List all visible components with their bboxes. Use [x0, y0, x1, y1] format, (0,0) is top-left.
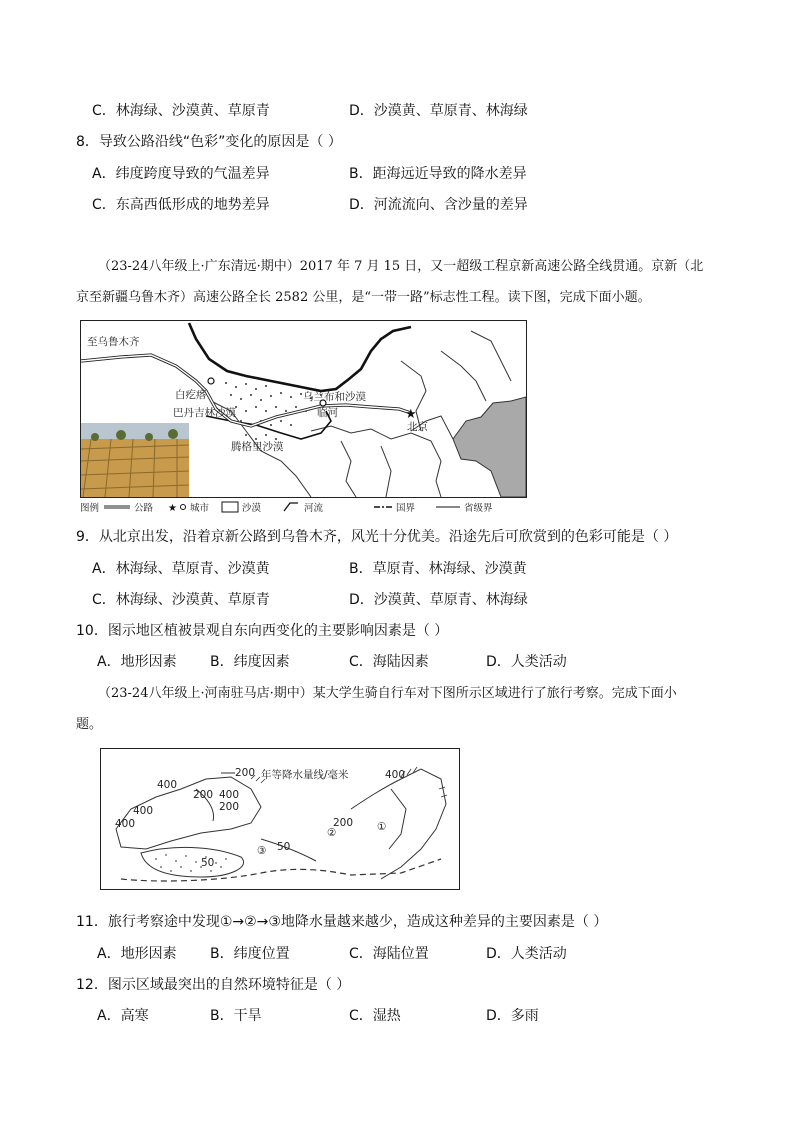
contour-label: 400	[219, 789, 240, 801]
legend-city: 城市	[190, 503, 210, 514]
svg-text:★: ★	[168, 503, 177, 514]
map1-legend	[80, 498, 525, 514]
legend-province: 省级界	[464, 503, 493, 514]
contour-label: 200	[193, 789, 214, 801]
label-badain-desert: 巴丹吉林沙漠	[173, 407, 236, 419]
legend-title: 图例	[80, 503, 100, 514]
map2-legend-value: 200	[235, 767, 256, 779]
q12-option-d: D．多雨	[486, 1008, 539, 1024]
q9-option-b: B．草原青、林海绿、沙漠黄	[349, 561, 527, 577]
q11-option-a: A．地形因素	[97, 946, 177, 962]
legend-river: 河流	[304, 503, 324, 514]
contour-label: 50	[201, 857, 215, 869]
contour-label: 200	[219, 801, 240, 813]
precipitation-map	[100, 748, 460, 890]
q12-option-c: C．湿热	[349, 1008, 401, 1024]
q7-option-d: D．沙漠黄、草原青、林海绿	[349, 103, 528, 119]
q9-option-c: C．林海绿、沙漠黄、草原青	[92, 592, 270, 608]
label-tengger-desert: 腾格里沙漠	[231, 441, 284, 453]
contour-label: 400	[133, 805, 154, 817]
q12-stem: 12．图示区域最突出的自然环境特征是（ ）	[76, 977, 351, 993]
expressway-map-drawing	[81, 321, 526, 497]
svg-text:★: ★	[405, 407, 417, 422]
q7-option-c: C．林海绿、沙漠黄、草原青	[92, 103, 270, 119]
label-baiyiju: 白疙瘩	[175, 389, 207, 401]
legend-border: 国界	[396, 503, 416, 514]
point-2-marker: ②	[327, 827, 337, 839]
q8-option-d: D．河流流向、含沙量的差异	[349, 197, 528, 213]
legend-desert: 沙漠	[242, 503, 262, 514]
q11-option-d: D．人类活动	[486, 946, 567, 962]
passage2-line1: （23-24八年级上·河南驻马店·期中）某大学生骑自行车对下图所示区域进行了旅行考察。完成下面小	[98, 686, 677, 701]
label-ulanbuh-desert: 乌兰布和沙漠	[303, 391, 366, 403]
label-linhe: 临河	[317, 407, 338, 419]
passage2-line2: 题。	[76, 717, 103, 732]
legend-road: 公路	[134, 503, 154, 514]
q9-stem: 9．从北京出发，沿着京新公路到乌鲁木齐，风光十分优美。沿途先后可欣赏到的色彩可能是（ ）	[76, 529, 678, 545]
q10-option-d: D．人类活动	[486, 654, 567, 670]
contour-label: 50	[277, 841, 291, 853]
q11-option-c: C．海陆位置	[349, 946, 429, 962]
q8-option-c: C．东高西低形成的地势差异	[92, 197, 270, 213]
contour-label: 200	[333, 817, 354, 829]
q8-option-a: A．纬度跨度导致的气温差异	[92, 166, 270, 182]
label-urumqi: 至乌鲁木齐	[87, 336, 140, 348]
map2-legend-text: 年等降水量线/毫米	[261, 769, 349, 781]
q10-option-a: A．地形因素	[97, 654, 177, 670]
q10-stem: 10．图示地区植被景观自东向西变化的主要影响因素是（ ）	[76, 623, 449, 639]
contour-label: 400	[385, 769, 406, 781]
q9-option-d: D．沙漠黄、草原青、林海绿	[349, 592, 528, 608]
q8-stem: 8．导致公路沿线“色彩”变化的原因是（ ）	[76, 134, 342, 150]
point-1-marker: ①	[377, 821, 387, 833]
passage1-line1: （23-24八年级上·广东清远·期中）2017 年 7 月 15 日，又一超级工程京新高速公路全线贯通。京新（北	[98, 259, 704, 274]
q9-option-a: A．林海绿、草原青、沙漠黄	[92, 561, 270, 577]
q12-option-b: B．干旱	[210, 1008, 262, 1024]
q10-option-c: C．海陆因素	[349, 654, 429, 670]
point-3-marker: ③	[257, 845, 267, 857]
passage1-line2: 京至新疆乌鲁木齐）高速公路全长 2582 公里，是“一带一路”标志性工程。读下图，完成下面小题。	[76, 290, 651, 305]
expressway-map	[80, 320, 527, 498]
contour-label: 400	[157, 779, 178, 791]
label-beijing: 北京	[407, 421, 428, 433]
q11-option-b: B．纬度位置	[210, 946, 290, 962]
q10-option-b: B．纬度因素	[210, 654, 290, 670]
q12-option-a: A．高寒	[97, 1008, 149, 1024]
contour-label: 400	[115, 818, 136, 830]
q8-option-b: B．距海远近导致的降水差异	[349, 166, 527, 182]
q11-stem: 11．旅行考察途中发现①→②→③地降水量越来越少，造成这种差异的主要因素是（ ）	[76, 914, 608, 930]
